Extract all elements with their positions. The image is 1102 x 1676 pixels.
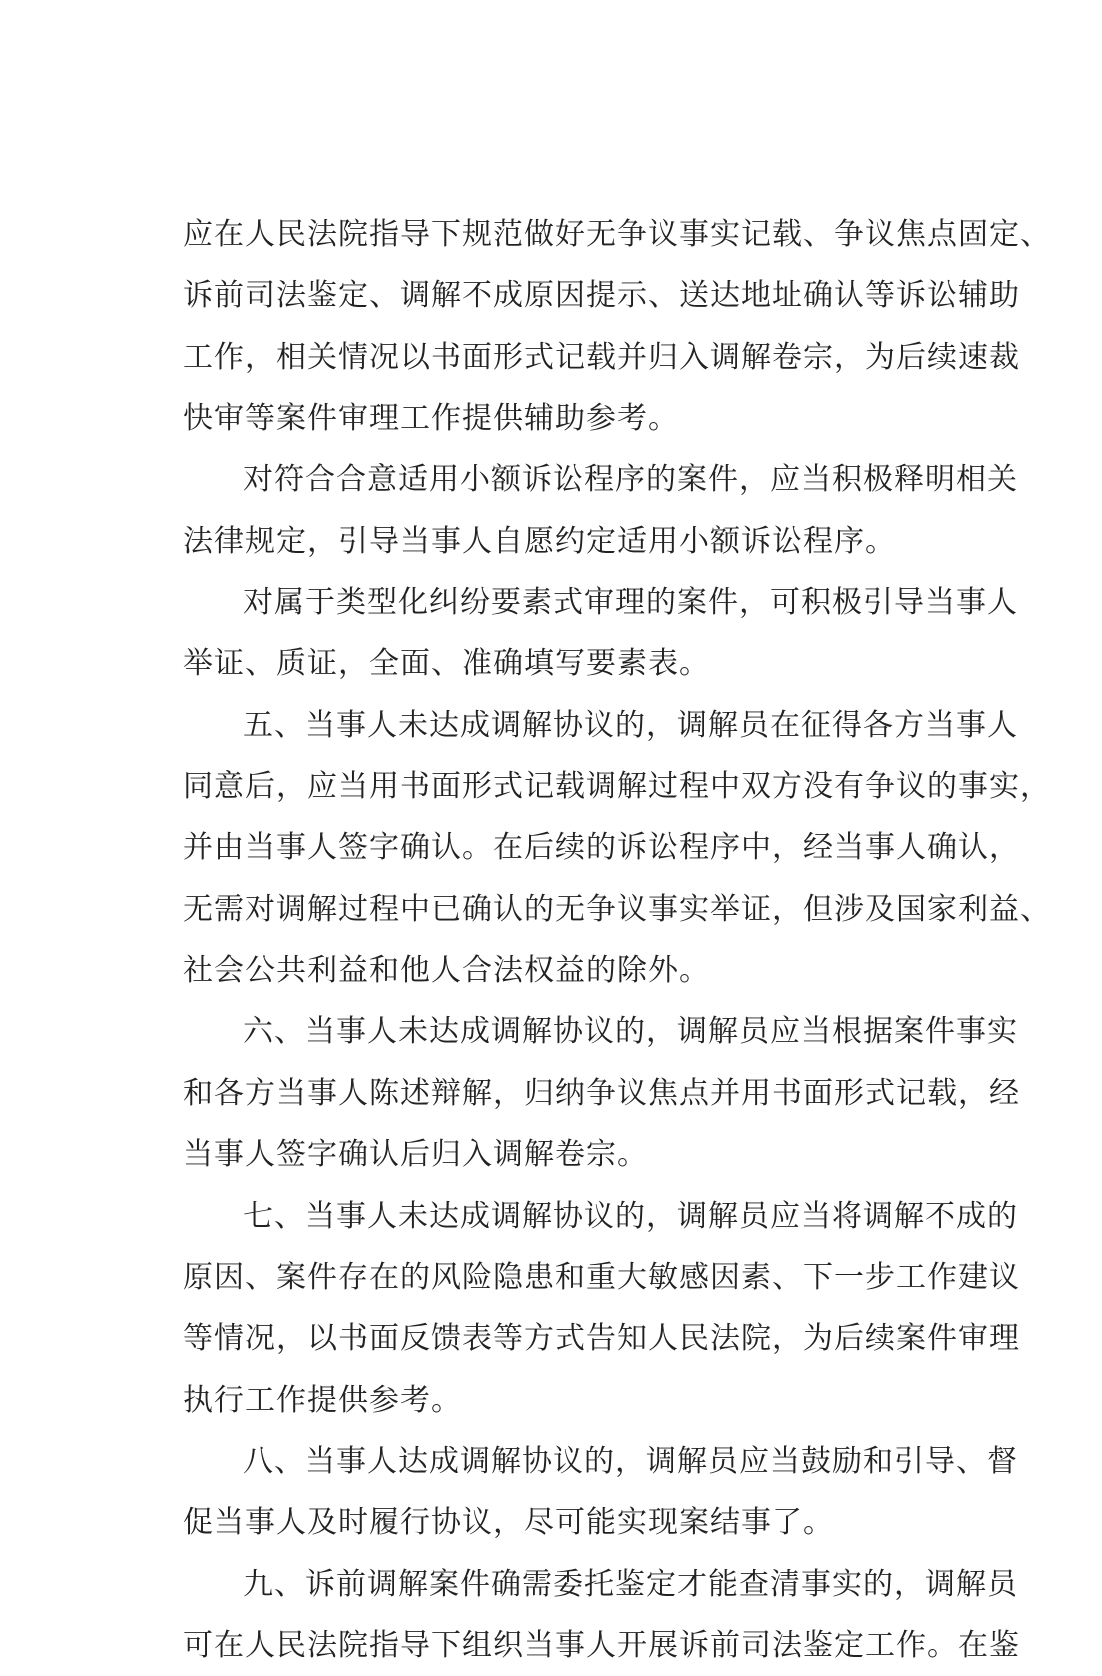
paragraph-line: 快审等案件审理工作提供辅助参考。: [183, 401, 679, 437]
document-body: [183, 204, 1051, 1676]
paragraph-line: 和各方当事人陈述辩解，归纳争议焦点并用书面形式记载，经: [183, 1075, 1020, 1111]
paragraph-line: 原因、案件存在的风险隐患和重大敏感因素、下一步工作建议: [183, 1259, 1020, 1295]
paragraph-line: 执行工作提供参考。: [183, 1382, 462, 1418]
paragraph-line: 等情况，以书面反馈表等方式告知人民法院，为后续案件审理: [183, 1321, 1020, 1357]
paragraph-line: 对符合合意适用小额诉讼程序的案件，应当积极释明相关: [243, 462, 1018, 498]
paragraph-line: 工作，相关情况以书面形式记载并归入调解卷宗，为后续速裁: [183, 339, 1020, 375]
paragraph-line: 可在人民法院指导下组织当事人开展诉前司法鉴定工作。在鉴: [183, 1627, 1020, 1663]
paragraph-line: 七、当事人未达成调解协议的，调解员应当将调解不成的: [243, 1198, 1018, 1234]
paragraph-line: 同意后，应当用书面形式记载调解过程中双方没有争议的事实，: [183, 769, 1051, 805]
paragraph-line: 应在人民法院指导下规范做好无争议事实记载、争议焦点固定、: [183, 217, 1051, 252]
paragraph-line: 并由当事人签字确认。在后续的诉讼程序中，经当事人确认，: [183, 830, 1020, 866]
paragraph-line: 五、当事人未达成调解协议的，调解员在征得各方当事人: [243, 707, 1018, 743]
paragraph-line: 社会公共利益和他人合法权益的除外。: [183, 953, 710, 989]
paragraph-line: 促当事人及时履行协议，尽可能实现案结事了。: [183, 1505, 834, 1541]
paragraph-line: 六、当事人未达成调解协议的，调解员应当根据案件事实: [243, 1014, 1018, 1050]
paragraph-line: 八、当事人达成调解协议的，调解员应当鼓励和引导、督: [243, 1443, 1018, 1479]
paragraph-line: 诉前司法鉴定、调解不成原因提示、送达地址确认等诉讼辅助: [183, 278, 1020, 314]
paragraph-line: 无需对调解过程中已确认的无争议事实举证，但涉及国家利益、: [183, 891, 1051, 927]
paragraph-line: 法律规定，引导当事人自愿约定适用小额诉讼程序。: [183, 523, 896, 559]
paragraph-line: 九、诉前调解案件确需委托鉴定才能查清事实的，调解员: [243, 1566, 1018, 1602]
paragraph-line: 当事人签字确认后归入调解卷宗。: [183, 1137, 648, 1173]
paragraph-line: 举证、质证，全面、准确填写要素表。: [183, 646, 710, 682]
paragraph-line: 对属于类型化纠纷要素式审理的案件，可积极引导当事人: [243, 585, 1018, 621]
